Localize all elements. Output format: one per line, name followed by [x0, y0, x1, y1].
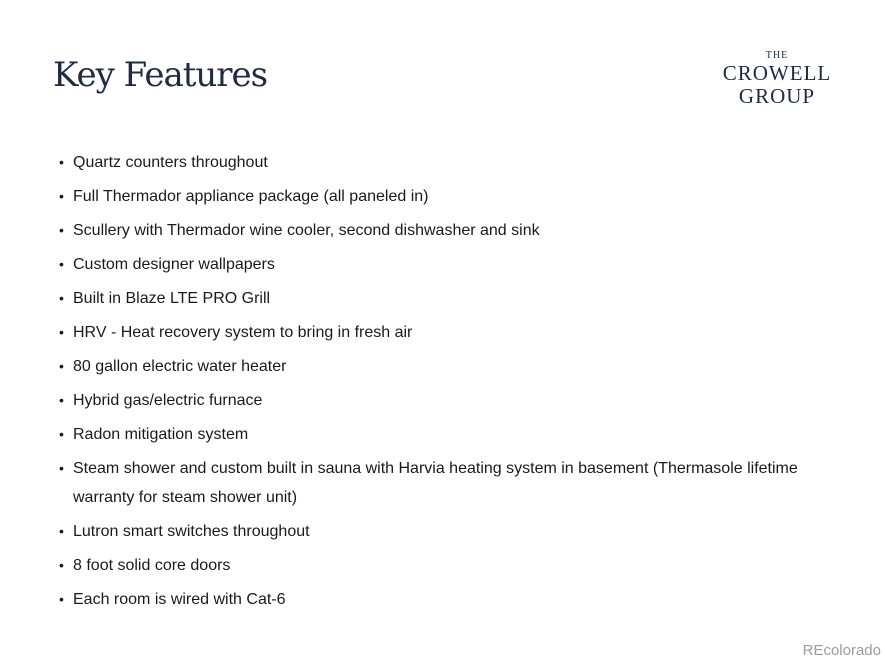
page-title: Key Features [53, 55, 268, 95]
feature-item [56, 585, 846, 614]
feature-item [56, 386, 846, 415]
feature-text: Quartz counters throughout [73, 154, 268, 171]
feature-text: 8 foot solid core doors [73, 557, 231, 574]
feature-item [56, 420, 846, 449]
logo-crowell: CROWELL [722, 61, 832, 85]
bullet-icon: • [59, 188, 64, 204]
bullet-icon: • [59, 557, 64, 573]
logo-group: GROUP [738, 84, 816, 108]
bullet-icon: • [59, 154, 64, 170]
bullet-icon: • [59, 523, 64, 539]
feature-item [56, 517, 846, 546]
feature-text: Built in Blaze LTE PRO Grill [73, 290, 271, 307]
feature-item [56, 454, 846, 512]
bullet-icon: • [59, 460, 64, 476]
bullet-icon: • [59, 426, 64, 442]
recolorado-watermark: REcolorado [802, 642, 881, 659]
feature-item [56, 352, 846, 381]
feature-item [56, 551, 846, 580]
feature-item [56, 182, 846, 211]
bullet-icon: • [59, 256, 64, 272]
bullet-icon: • [59, 358, 64, 374]
feature-text: Each room is wired with Cat-6 [73, 591, 286, 608]
bullet-icon: • [59, 290, 64, 306]
feature-text: HRV - Heat recovery system to bring in fresh air [73, 324, 413, 341]
feature-text: Custom designer wallpapers [73, 256, 275, 273]
feature-item [56, 318, 846, 347]
feature-text: Scullery with Thermador wine cooler, second dishwasher and sink [73, 222, 540, 239]
bullet-icon: • [59, 324, 64, 340]
crowell-group-logo [712, 50, 842, 108]
logo-the: THE [765, 50, 789, 61]
feature-text: 80 gallon electric water heater [73, 358, 287, 375]
feature-item [56, 216, 846, 245]
feature-text: Steam shower and custom built in sauna with Harvia heating system in basement (Thermasole lifetime warranty for steam shower unit) [73, 460, 798, 506]
feature-item [56, 250, 846, 279]
feature-text: Full Thermador appliance package (all paneled in) [73, 188, 429, 205]
bullet-icon: • [59, 222, 64, 238]
feature-list [56, 148, 846, 619]
feature-text: Radon mitigation system [73, 426, 249, 443]
feature-item [56, 148, 846, 177]
feature-item [56, 284, 846, 313]
bullet-icon: • [59, 392, 64, 408]
bullet-icon: • [59, 591, 64, 607]
feature-text: Hybrid gas/electric furnace [73, 392, 263, 409]
feature-text: Lutron smart switches throughout [73, 523, 310, 540]
